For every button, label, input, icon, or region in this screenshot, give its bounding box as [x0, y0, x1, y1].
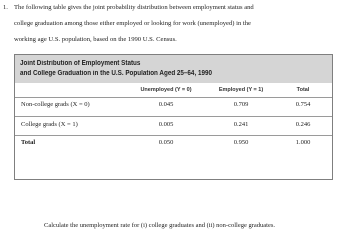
cell-college-unemployed: 0.005 [158, 121, 174, 128]
problem-number: 1. [3, 4, 8, 11]
problem-text-line-2: college graduation among those either employed or looking for work (unemployed) in the [14, 20, 251, 27]
cell-non-college-unemployed: 0.045 [158, 101, 174, 108]
header-divider [15, 97, 332, 98]
column-header-employed: Employed (Y = 1) [218, 87, 264, 93]
joint-distribution-table [14, 54, 333, 180]
column-header-unemployed: Unemployed (Y = 0) [140, 87, 192, 93]
cell-total-total: 1.000 [295, 139, 311, 146]
row-divider [15, 116, 332, 117]
cell-total-unemployed: 0.050 [158, 139, 174, 146]
row-label-college: College grads (X = 1) [21, 121, 78, 128]
cell-total-employed: 0.950 [233, 139, 249, 146]
row-label-total: Total [21, 139, 36, 146]
problem-text-line-3: working age U.S. population, based on the 1990 U.S. Census. [14, 36, 177, 43]
row-label-non-college: Non-college grads (X = 0) [21, 101, 90, 108]
cell-college-employed: 0.241 [233, 121, 249, 128]
problem-text-line-1: The following table gives the joint probability distribution between employment status and [14, 4, 254, 11]
cell-non-college-employed: 0.709 [233, 101, 249, 108]
cell-college-total: 0.246 [295, 121, 311, 128]
cell-non-college-total: 0.754 [295, 101, 311, 108]
table-title-line-1: Joint Distribution of Employment Status [20, 60, 141, 67]
table-title [15, 55, 332, 83]
row-divider [15, 135, 332, 136]
question-text: Calculate the unemployment rate for (i) college graduates and (ii) non-college graduates. [44, 222, 276, 229]
table-title-line-2: and College Graduation in the U.S. Population Aged 25–64, 1990 [20, 69, 212, 77]
column-header-total: Total [296, 87, 310, 93]
